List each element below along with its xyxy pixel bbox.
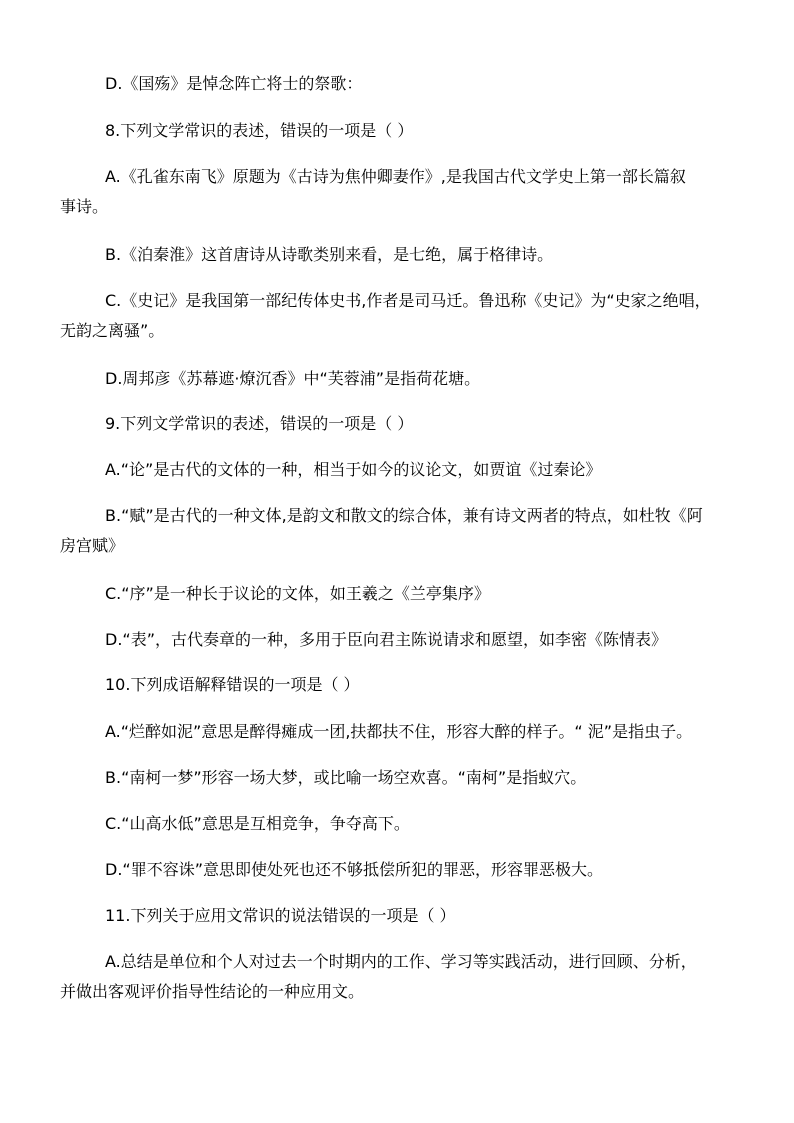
text-line: C.“序”是一种长于议论的文体，如王羲之《兰亭集序》 <box>105 584 490 603</box>
question-9 <box>105 409 685 439</box>
text-line: 无韵之离骚”。 <box>60 321 165 340</box>
option-8b <box>105 240 685 270</box>
text-line: A.总结是单位和个人对过去一个时期内的工作、学习等实践活动，进行回顾、分析， <box>105 952 697 971</box>
text-line: 事诗。 <box>60 197 109 216</box>
option-10a <box>105 717 693 747</box>
text-line: D.“罪不容诛”意思即使处死也还不够抵偿所犯的罪恶，形容罪恶极大。 <box>105 860 603 879</box>
option-10b <box>105 763 685 793</box>
option-9d <box>105 625 685 655</box>
text-line: B.《泊秦淮》这首唐诗从诗歌类别来看，是七绝，属于格律诗。 <box>105 245 554 264</box>
text-line: A.“论”是古代的文体的一种，相当于如今的议论文，如贾谊《过秦论》 <box>105 460 602 479</box>
text-line: D.周邦彦《苏幕遮·燎沉香》中“芙蓉浦”是指荷花塘。 <box>105 369 481 388</box>
text-line: 并做出客观评价指导性结论的一种应用文。 <box>60 982 365 1001</box>
option-9b <box>60 501 703 561</box>
text-line: A.“烂醉如泥”意思是醉得瘫成一团,扶都扶不住，形容大醉的样子。“ 泥”是指虫子。 <box>105 722 693 741</box>
question-11 <box>105 901 685 931</box>
option-11a <box>60 947 701 1007</box>
option-9a <box>105 455 685 485</box>
text-line: D.“表”，古代奏章的一种，多用于臣向君主陈说请求和愿望，如李密《陈情表》 <box>105 630 667 649</box>
text-line: 11.下列关于应用文常识的说法错误的一项是（ ） <box>105 906 456 925</box>
text-line: 9.下列文学常识的表述，错误的一项是（ ） <box>105 414 414 433</box>
question-8 <box>105 116 685 146</box>
text-line: 10.下列成语解释错误的一项是（ ） <box>105 675 360 694</box>
text-line: C.“山高水低”意思是互相竞争，争夺高下。 <box>105 814 410 833</box>
text-line: C.《史记》是我国第一部纪传体史书,作者是司马迁。鲁迅称《史记》为“史家之绝唱， <box>105 291 711 310</box>
option-8d <box>105 364 685 394</box>
option-7d <box>105 69 685 99</box>
text-line: B.“南柯一梦”形容一场大梦，或比喻一场空欢喜。“南柯”是指蚁穴。 <box>105 768 587 787</box>
option-8a <box>60 162 701 222</box>
option-10d <box>105 855 685 885</box>
text-line: B.“赋”是古代的一种文体,是韵文和散文的综合体，兼有诗文两者的特点，如杜牧《阿 <box>105 506 703 525</box>
text-line: 房宫赋》 <box>60 536 125 555</box>
question-10 <box>105 670 685 700</box>
text-line: D.《国殇》是悼念阵亡将士的祭歌： <box>105 74 363 93</box>
text-line: 8.下列文学常识的表述，错误的一项是（ ） <box>105 121 414 140</box>
option-10c <box>105 809 685 839</box>
option-9c <box>105 579 685 609</box>
text-line: A.《孔雀东南飞》原题为《古诗为焦仲卿妻作》,是我国古代文学史上第一部长篇叙 <box>105 167 686 186</box>
option-8c <box>60 286 711 346</box>
